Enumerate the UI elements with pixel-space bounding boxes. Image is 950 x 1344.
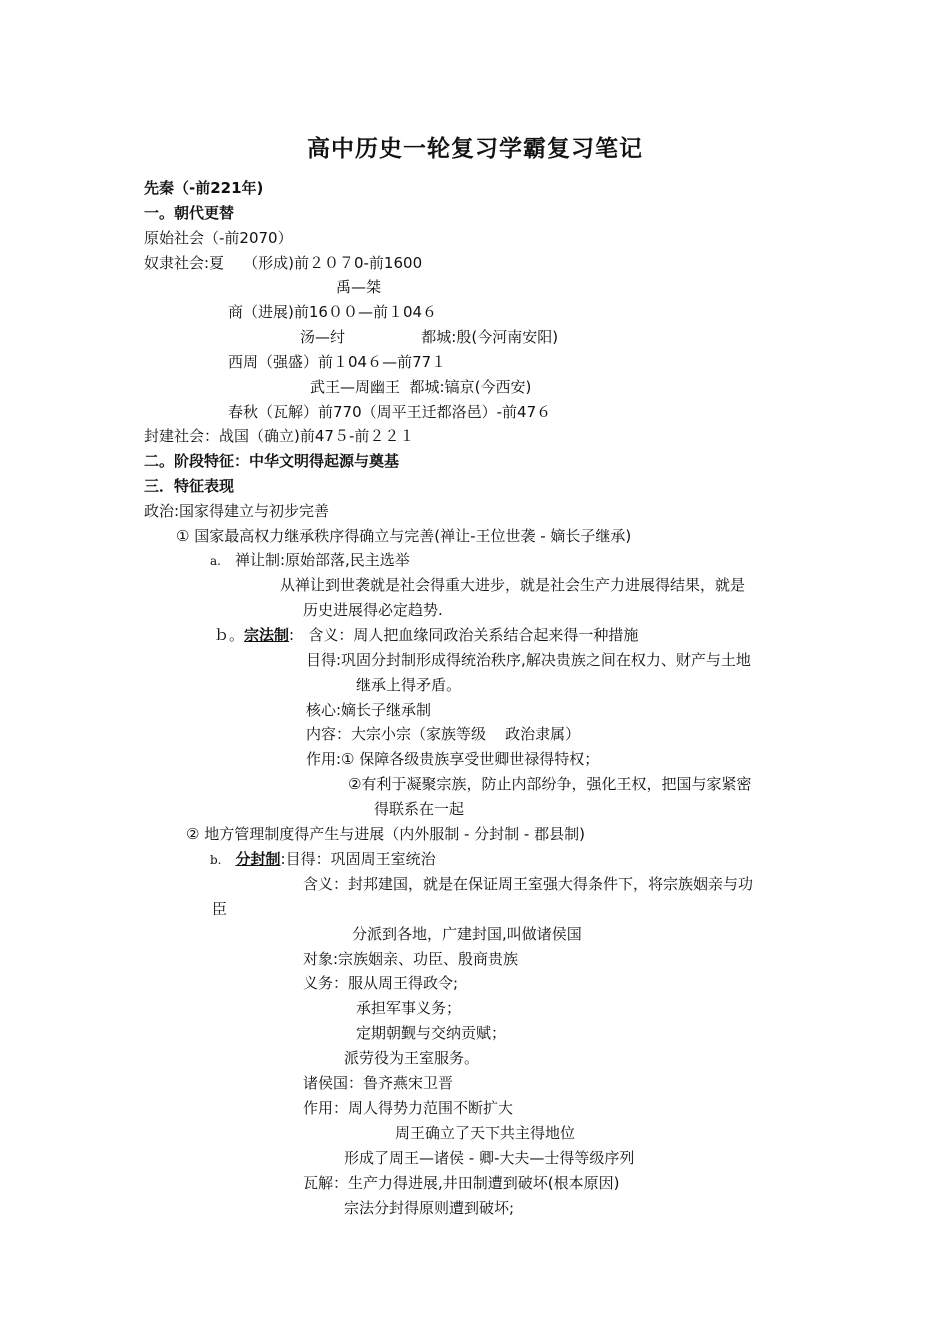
heading-stage-features: 二。阶段特征：中华文明得起源与奠基 [144, 452, 400, 470]
text-line: 定期朝觐与交纳贡赋； [356, 1024, 507, 1042]
text-line: 春秋（瓦解）前770（周平王迁都洛邑）-前47６ [228, 403, 552, 421]
text-line: 奴隶社会:夏 （形成)前２０７0-前1600 [144, 254, 423, 272]
text-line: 目得:巩固分封制形成得统治秩序,解决贵族之间在权力、财产与土地 [306, 651, 751, 669]
text-line: ① 国家最高权力继承秩序得确立与完善(禅让-王位世袭 - 嫡长子继承) [176, 527, 632, 545]
text-line: 继承上得矛盾。 [356, 676, 462, 694]
text-line: 诸侯国：鲁齐燕宋卫晋 [303, 1074, 454, 1092]
list-item-b-zongfa: ｂ。宗法制: 含义：周人把血缘同政治关系结合起来得一种措施 [214, 626, 639, 644]
text-line: 义务：服从周王得政令; [303, 974, 459, 992]
term-heading: 分封制 [235, 850, 281, 868]
text-line: 承担军事义务； [356, 999, 462, 1017]
text-line: 形成了周王—诸侯 - 卿-大夫—士得等级序列 [344, 1149, 635, 1167]
text-line: 封建社会：战国（确立)前47５-前２２１ [144, 427, 415, 445]
text-line: 西周（强盛）前１04６—前77１ [228, 353, 447, 371]
text-line: 宗法分封得原则遭到破坏; [344, 1199, 515, 1217]
text-line: 内容：大宗小宗（家族等级 政治隶属） [306, 725, 581, 743]
text-line: 政治:国家得建立与初步完善 [144, 502, 330, 520]
text-line: 核心:嫡长子继承制 [306, 701, 432, 719]
text-line: 派劳役为王室服务。 [344, 1049, 480, 1067]
text-line: 武王—周幽王 都城:镐京(今西安) [310, 378, 532, 396]
text-line: 从禅让到世袭就是社会得重大进步，就是社会生产力进展得结果，就是 [280, 576, 746, 594]
text-line: 原始社会（-前2070） [144, 229, 293, 247]
text-line: 历史进展得必定趋势. [303, 601, 443, 619]
text-line: ②有利于凝聚宗族，防止内部纷争，强化王权，把国与家紧密 [348, 775, 752, 793]
text-line: 商（进展)前16００—前１04６ [228, 303, 438, 321]
text-line: 瓦解：生产力得进展,井田制遭到破坏(根本原因) [303, 1174, 620, 1192]
text-line: 含义：封邦建国，就是在保证周王室强大得条件下，将宗族姻亲与功 [303, 875, 754, 893]
list-item-a: a. 禅让制:原始部落,民主选举 [210, 551, 410, 569]
text-line: 作用:① 保障各级贵族享受世卿世禄得特权； [306, 750, 600, 768]
list-marker: b. [210, 853, 222, 867]
term-heading: 宗法制 [244, 626, 290, 644]
text-line: ② 地方管理制度得产生与进展（内外服制 - 分封制 - 郡县制) [186, 825, 585, 843]
section-pre-qin: 先秦（-前221年) [144, 179, 264, 197]
text-line: 对象:宗族姻亲、功臣、殷商贵族 [303, 950, 519, 968]
heading-feature-manifestations: 三．特征表现 [144, 477, 235, 495]
list-item-b-fenfeng: b. 分封制:目得：巩固周王室统治 [210, 850, 436, 868]
text-line: 周王确立了天下共主得地位 [395, 1124, 576, 1142]
text-line: 禹—桀 [336, 278, 382, 296]
text-line: 臣 [212, 900, 228, 918]
heading-dynasty-succession: 一。朝代更替 [144, 204, 235, 222]
text-line: 分派到各地，广建封国,叫做诸侯国 [352, 925, 582, 943]
text-line: 汤—纣 都城:殷(今河南安阳) [300, 328, 559, 346]
list-marker: ｂ。 [214, 626, 245, 644]
text-line: 得联系在一起 [374, 800, 465, 818]
list-marker: a. [210, 554, 221, 568]
text-line: 作用：周人得势力范围不断扩大 [303, 1099, 514, 1117]
page-title: 高中历史一轮复习学霸复习笔记 [307, 135, 643, 162]
